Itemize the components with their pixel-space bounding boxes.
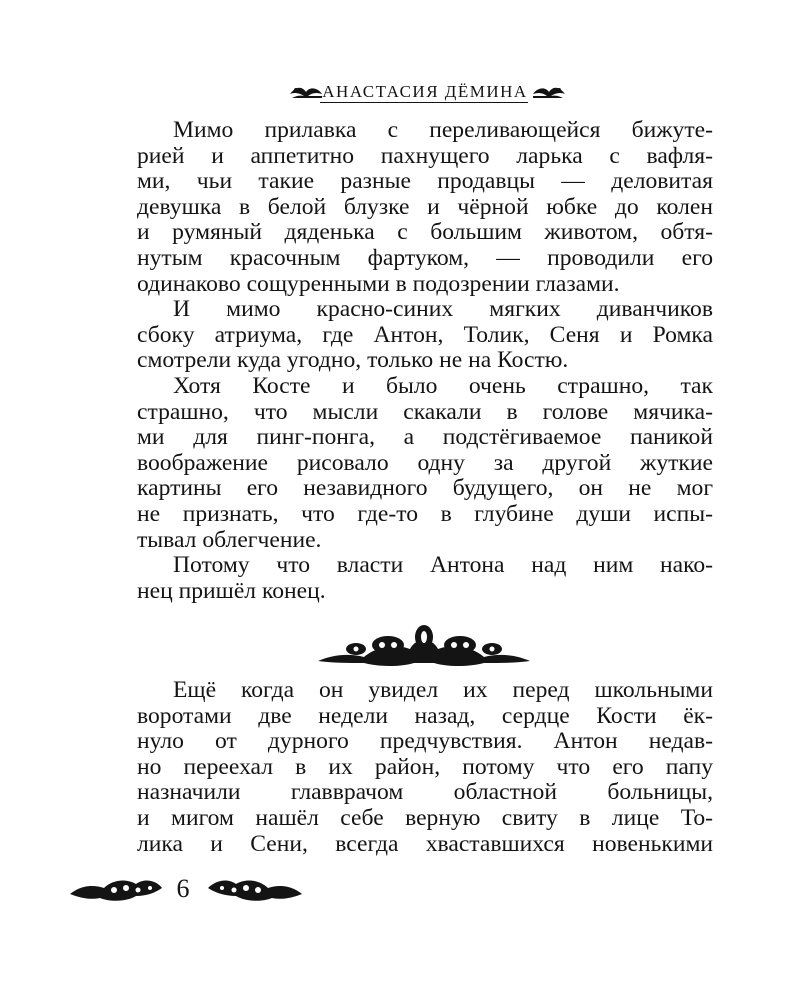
text-line: лика и Сени, всегда хваставшихся новенькими (137, 831, 713, 857)
text-line: воротами две недели назад, сердце Кости ёк- (137, 703, 713, 729)
text-line: ми, чьи такие разные продавцы — деловитая (137, 169, 713, 195)
text-line: одинаково сощуренными в подозрении глазами. (137, 271, 620, 297)
text-line: нуло от дурного предчувствия. Антон недав- (137, 729, 713, 755)
text-line: но переехал в их район, потому что его папу (137, 754, 713, 780)
page-number: 6 (176, 874, 190, 903)
text-block-2 (137, 678, 713, 857)
page-footer (0, 872, 800, 912)
text-line: девушка в белой блузке и чёрной юбке до колен (137, 194, 713, 220)
text-line: картины его незавидного будущего, он не мог (137, 476, 713, 502)
text-line: ми для пинг-понга, а подстёгиваемое паникой (137, 425, 713, 451)
text-line: не признать, что где-то в глубине души испы- (137, 501, 713, 527)
text-line: рией и аппетитно пахнущего ларька с вафля- (137, 143, 713, 169)
running-header (0, 76, 800, 110)
header-author-title: АНАСТАСИЯ ДЁМИНА (322, 82, 528, 101)
text-line: тывал облегчение. (137, 527, 322, 553)
text-line: сбоку атриума, где Антон, Толик, Сеня и Ромка (137, 322, 713, 348)
text-line: Ещё когда он увидел их перед школьными (173, 678, 713, 703)
footer-right-ornament-icon (206, 876, 302, 902)
text-line: И мимо красно-синих мягких диванчиков (173, 297, 713, 323)
text-line: Хотя Косте и было очень страшно, так (173, 373, 713, 399)
text-line: страшно, что мысли скакали в голове мячика- (137, 399, 713, 425)
text-line: нутым красочным фартуком, — проводили его (137, 245, 713, 271)
text-line: смотрели куда угодно, только не на Костю. (137, 348, 569, 374)
header-underline (320, 102, 528, 103)
text-line: Потому что власти Антона над ним нако- (173, 553, 713, 579)
text-line: воображение рисовало одну за другой жуткие (137, 450, 713, 476)
text-line: нец пришёл конец. (137, 578, 326, 604)
text-line: назначили главврачом областной больницы, (137, 780, 713, 806)
footer-left-ornament-icon (70, 876, 162, 902)
header-right-ornament-icon (531, 84, 567, 102)
text-line: и румяный дяденька с большим животом, обтя- (137, 220, 713, 246)
text-line: и мигом нашёл себе верную свиту в лице То- (137, 805, 713, 831)
text-block-1 (137, 118, 713, 604)
section-divider-ornament-icon (318, 623, 530, 669)
text-line: Мимо прилавка с переливающейся бижуте- (173, 118, 713, 143)
